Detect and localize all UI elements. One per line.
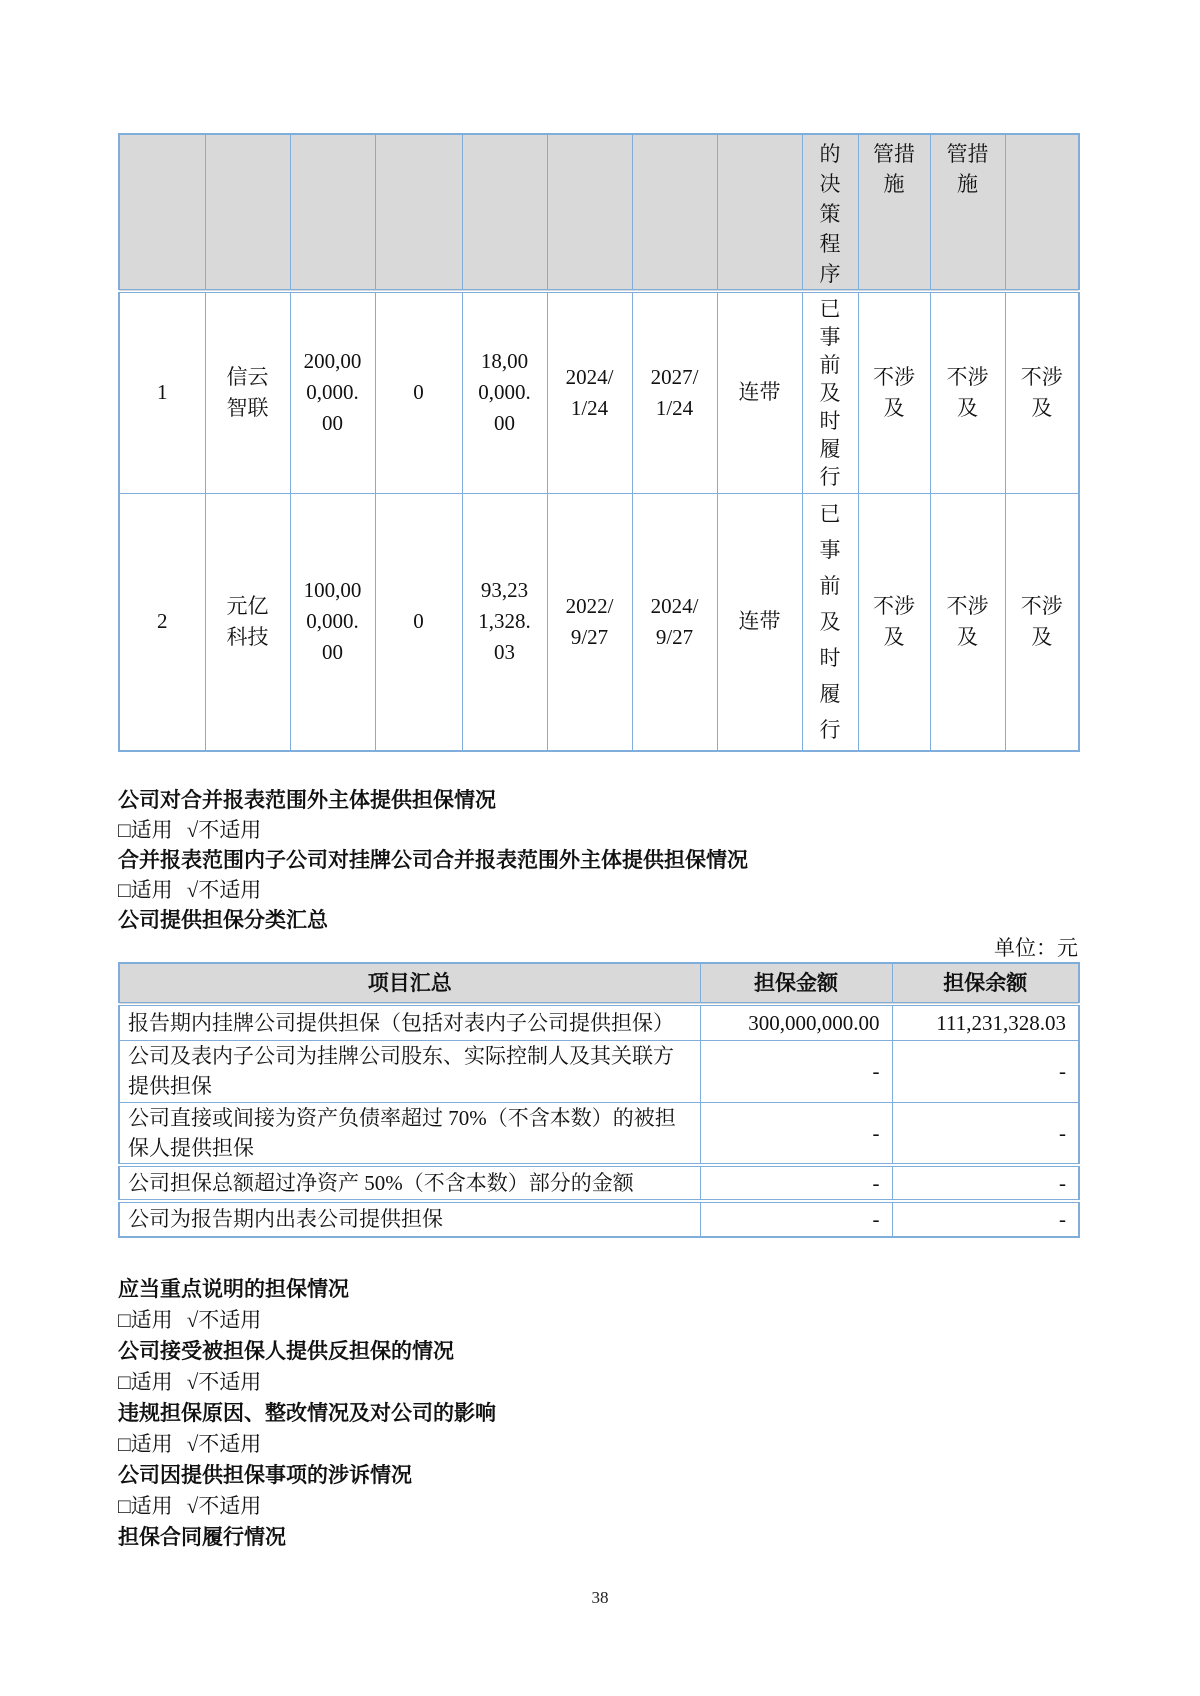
checkbox-apply: □适用 bbox=[118, 1370, 173, 1394]
cell-guarantee-type: 连带 bbox=[717, 493, 802, 751]
checkbox-apply: □适用 bbox=[118, 1308, 173, 1332]
summary-header-row bbox=[119, 963, 1079, 1004]
checkbox-line bbox=[118, 1492, 1078, 1520]
header-cell-empty bbox=[547, 134, 632, 291]
checkbox-line bbox=[118, 1430, 1078, 1458]
section-heading: 违规担保原因、整改情况及对公司的影响 bbox=[118, 1401, 496, 1425]
cell-measure-b: 不涉及 bbox=[930, 291, 1005, 493]
header-cell-empty bbox=[375, 134, 462, 291]
summary-table-heading: 公司提供担保分类汇总 bbox=[118, 908, 328, 932]
cell-index: 2 bbox=[119, 493, 205, 751]
cell-company: 元亿科技 bbox=[205, 493, 290, 751]
cell-guarantee-amount: 200,000,000.00 bbox=[290, 291, 375, 493]
cell-start-date: 2024/1/24 bbox=[547, 291, 632, 493]
checkbox-not-apply: √不适用 bbox=[186, 1432, 262, 1456]
section-heading: 公司对合并报表范围外主体提供担保情况 bbox=[118, 788, 496, 812]
cell-measure-a: 不涉及 bbox=[858, 493, 930, 751]
summary-row bbox=[119, 1201, 1079, 1237]
cell-measure-c: 不涉及 bbox=[1005, 493, 1079, 751]
cell-measure-a: 不涉及 bbox=[858, 291, 930, 493]
cell-index: 1 bbox=[119, 291, 205, 493]
summary-balance: - bbox=[892, 1165, 1079, 1201]
summary-balance: - bbox=[892, 1201, 1079, 1237]
cell-decision-procedure: 已事前及时履行 bbox=[802, 493, 858, 751]
checkbox-not-apply: √不适用 bbox=[186, 1308, 262, 1332]
summary-row bbox=[119, 1102, 1079, 1165]
guarantee-detail-table bbox=[118, 133, 1080, 752]
unit-label: 单位：元 bbox=[994, 936, 1078, 960]
checkbox-not-apply: √不适用 bbox=[186, 818, 262, 842]
cell-end-date: 2024/9/27 bbox=[632, 493, 717, 751]
cell-guarantee-type: 连带 bbox=[717, 291, 802, 493]
header-cell-empty bbox=[717, 134, 802, 291]
cell-measure-b: 不涉及 bbox=[930, 493, 1005, 751]
summary-balance: 111,231,328.03 bbox=[892, 1004, 1079, 1040]
summary-item: 报告期内挂牌公司提供担保（包括对表内子公司提供担保） bbox=[119, 1004, 700, 1040]
summary-col-balance: 担保余额 bbox=[892, 963, 1079, 1004]
header-decision-procedure: 的决策程序 bbox=[802, 134, 858, 291]
checkbox-apply: □适用 bbox=[118, 818, 173, 842]
page-number: 38 bbox=[591, 1588, 609, 1607]
summary-amount: - bbox=[700, 1040, 892, 1102]
cell-counter-value: 0 bbox=[375, 493, 462, 751]
summary-item: 公司直接或间接为资产负债率超过 70%（不含本数）的被担保人提供担保 bbox=[119, 1102, 700, 1165]
section-heading: 公司因提供担保事项的涉诉情况 bbox=[118, 1463, 412, 1487]
checkbox-line bbox=[118, 816, 1078, 844]
summary-amount: - bbox=[700, 1102, 892, 1165]
summary-row bbox=[119, 1040, 1079, 1102]
guarantee-summary-table bbox=[118, 962, 1080, 1238]
checkbox-not-apply: √不适用 bbox=[186, 1494, 262, 1518]
cell-decision-procedure: 已事前及时履行 bbox=[802, 291, 858, 493]
checkbox-apply: □适用 bbox=[118, 1494, 173, 1518]
cell-start-date: 2022/9/27 bbox=[547, 493, 632, 751]
cell-guarantee-amount: 100,000,000.00 bbox=[290, 493, 375, 751]
table-row bbox=[119, 291, 1079, 493]
summary-row bbox=[119, 1004, 1079, 1040]
checkbox-apply: □适用 bbox=[118, 1432, 173, 1456]
cell-measure-c: 不涉及 bbox=[1005, 291, 1079, 493]
section-heading: 应当重点说明的担保情况 bbox=[118, 1277, 349, 1301]
header-cell-empty bbox=[290, 134, 375, 291]
cell-balance: 93,231,328.03 bbox=[462, 493, 547, 751]
cell-company: 信云智联 bbox=[205, 291, 290, 493]
checkbox-not-apply: √不适用 bbox=[186, 1370, 262, 1394]
table-row bbox=[119, 493, 1079, 751]
checkbox-apply: □适用 bbox=[118, 878, 173, 902]
summary-amount: - bbox=[700, 1165, 892, 1201]
summary-balance: - bbox=[892, 1102, 1079, 1165]
cell-balance: 18,000,000.00 bbox=[462, 291, 547, 493]
summary-item: 公司及表内子公司为挂牌公司股东、实际控制人及其关联方提供担保 bbox=[119, 1040, 700, 1102]
header-cell-empty bbox=[632, 134, 717, 291]
section-heading: 合并报表范围内子公司对挂牌公司合并报表范围外主体提供担保情况 bbox=[118, 848, 748, 872]
section-heading: 公司接受被担保人提供反担保的情况 bbox=[118, 1339, 454, 1363]
header-cell-empty bbox=[1005, 134, 1079, 291]
header-measure-1: 管措施 bbox=[858, 134, 930, 291]
summary-item: 公司担保总额超过净资产 50%（不含本数）部分的金额 bbox=[119, 1165, 700, 1201]
section-heading: 担保合同履行情况 bbox=[118, 1525, 286, 1549]
summary-amount: - bbox=[700, 1201, 892, 1237]
summary-amount: 300,000,000.00 bbox=[700, 1004, 892, 1040]
summary-col-item: 项目汇总 bbox=[119, 963, 700, 1004]
checkbox-line bbox=[118, 1306, 1078, 1334]
checkbox-line bbox=[118, 1368, 1078, 1396]
cell-end-date: 2027/1/24 bbox=[632, 291, 717, 493]
summary-col-amount: 担保金额 bbox=[700, 963, 892, 1004]
summary-item: 公司为报告期内出表公司提供担保 bbox=[119, 1201, 700, 1237]
cell-counter-value: 0 bbox=[375, 291, 462, 493]
checkbox-not-apply: √不适用 bbox=[186, 878, 262, 902]
summary-row bbox=[119, 1165, 1079, 1201]
header-cell-empty bbox=[119, 134, 205, 291]
table-header-row bbox=[119, 134, 1079, 291]
checkbox-line bbox=[118, 876, 1078, 904]
header-cell-empty bbox=[462, 134, 547, 291]
header-cell-empty bbox=[205, 134, 290, 291]
summary-balance: - bbox=[892, 1040, 1079, 1102]
header-measure-2: 管措施 bbox=[930, 134, 1005, 291]
